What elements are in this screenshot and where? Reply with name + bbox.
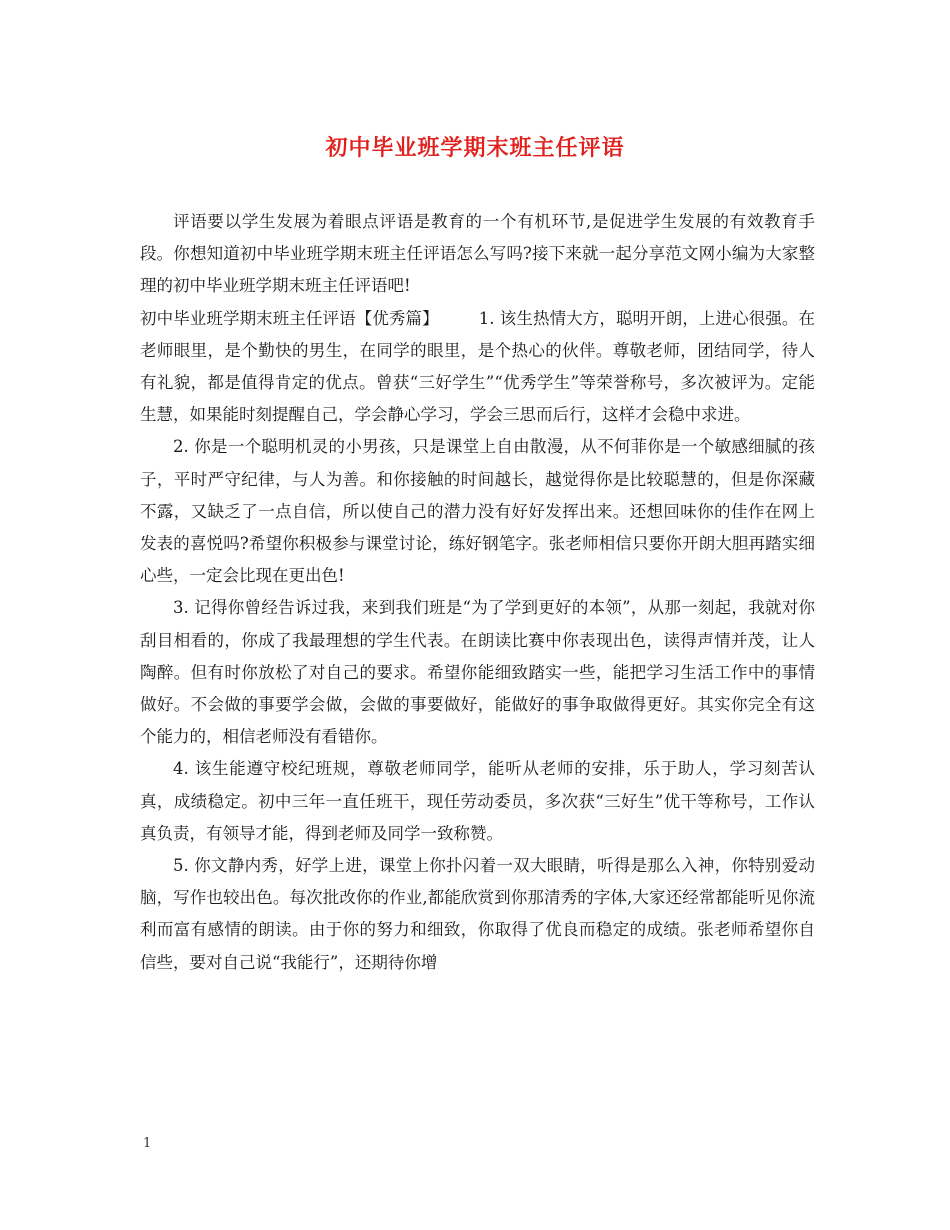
comment-item-3: 3. 记得你曾经告诉过我，来到我们班是“为了学到更好的本领”，从那一刻起，我就对你刮目相看的，你成了我最理想的学生代表。在朗读比赛中你表现出色，读得声情并茂，让人陶醉。但有时你放松了对自己的要求。希望你能细致踏实一些，能把学习生活工作中的事情做好。不会做的事要学会做，会做的事要做好，能做好的事争取做得更好。其实你完全有这个能力的，相信老师没有看错你。 <box>140 598 815 747</box>
comment-item-4: 4. 该生能遵守校纪班规，尊敬老师同学，能听从老师的安排，乐于助人，学习刻苦认真，成绩稳定。初中三年一直任班干，现任劳动委员，多次获“三好生”优干等称号，工作认真负责，有领导才能，得到老师及同学一致称赞。 <box>140 759 815 843</box>
section-paragraph <box>140 303 815 432</box>
document-body <box>140 206 815 979</box>
section-heading: 初中毕业班学期末班主任评语【优秀篇】 <box>140 308 439 328</box>
comment-item-1: 1. 该生热情大方，聪明开朗，上进心很强。在老师眼里，是个勤快的男生，在同学的眼里，是个热心的伙伴。尊敬老师，团结同学，待人有礼貌，都是值得肯定的优点。曾获“三好学生”“优秀学生”等荣誉称号，多次被评为。定能生慧，如果能时刻提醒自己，学会静心学习，学会三思而后行，这样才会稳中求进。 <box>140 308 815 425</box>
comment-item-2: 2. 你是一个聪明机灵的小男孩，只是课堂上自由散漫，从不何菲你是一个敏感细腻的孩子，平时严守纪律，与人为善。和你接触的时间越长，越觉得你是比较聪慧的，但是你深藏不露，又缺乏了一点自信，所以使自己的潜力没有好好发挥出来。还想回味你的佳作在网上发表的喜悦吗?希望你积极参与课堂讨论，练好钢笔字。张老师相信只要你开朗大胆再踏实细心些，一定会比现在更出色! <box>140 437 815 586</box>
page-number: 1 <box>143 1136 152 1151</box>
intro-paragraph: 评语要以学生发展为着眼点评语是教育的一个有机环节,是促进学生发展的有效教育手段。你想知道初中毕业班学期末班主任评语怎么写吗?接下来就一起分享范文网小编为大家整理的初中毕业班学期末班主任评语吧! <box>140 212 815 296</box>
comment-item-5: 5. 你文静内秀，好学上进，课堂上你扑闪着一双大眼睛，听得是那么入神，你特别爱动脑，写作也较出色。每次批改你的作业,都能欣赏到你那清秀的字体,大家还经常都能听见你流利而富有感情的朗读。由于你的努力和细致，你取得了优良而稳定的成绩。张老师希望你自信些，要对自己说“我能行”，还期待你增 <box>140 856 815 972</box>
page-title: 初中毕业班学期末班主任评语 <box>325 135 625 161</box>
